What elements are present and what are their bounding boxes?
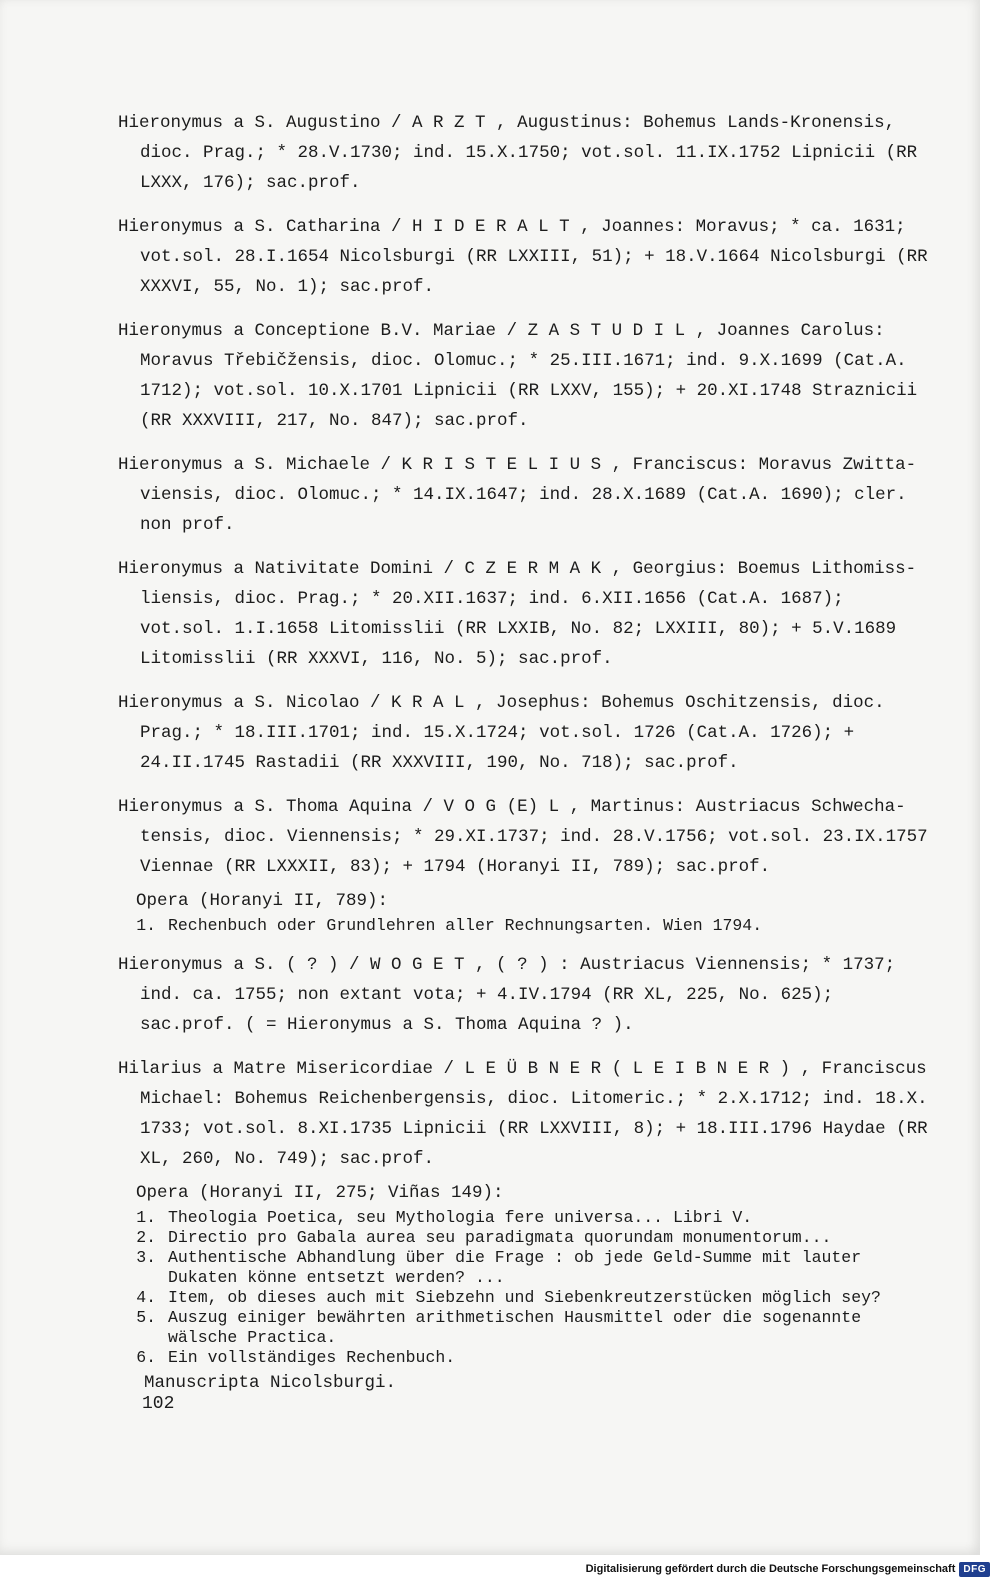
dfg-logo-icon: DFG xyxy=(959,1562,990,1577)
entry-zastudil xyxy=(118,316,933,436)
entry-czermak xyxy=(118,554,933,674)
opera-item: 4. Item, ob dieses auch mit Siebzehn und Siebenkreutzerstücken möglich sey? xyxy=(166,1288,933,1308)
entry-text: Hieronymus a S. Thoma Aquina / V O G (E) L , Martinus: Austriacus Schwecha-tensis, dioc. Viennensis; * 29.XI.1737; ind. 28.V.1756; vot.sol. 23.IX.1757 Viennae (RR LXXXII, 83); + 1794 (Horanyi II, 789); sac.prof. xyxy=(118,797,928,877)
opera-list xyxy=(136,886,933,936)
entry-vogel xyxy=(118,792,933,936)
entry-text: Hieronymus a Conceptione B.V. Mariae / Z A S T U D I L , Joannes Carolus: Moravus Třebičžensis, dioc. Olomuc.; * 25.III.1671; ind. 9.X.1699 (Cat.A. 1712); vot.sol. 10.X.1701 Lipnicii (RR LXXV, 155); + 20.XI.1748 Straznicii (RR XXXVIII, 217, No. 847); sac.prof. xyxy=(118,321,918,431)
entry-text: Hieronymus a S. Nicolao / K R A L , Josephus: Bohemus Oschitzensis, dioc. Prag.; * 18.III.1701; ind. 15.X.1724; vot.sol. 1726 (Cat.A. 1726); + 24.II.1745 Rastadii (RR XXXVIII, 190, No. 718); sac.prof. xyxy=(118,693,885,773)
page-number: 102 xyxy=(142,1394,175,1414)
footer-text: Digitalisierung gefördert durch die Deutsche Forschungsgemeinschaft xyxy=(585,1563,956,1575)
opera-list xyxy=(136,1178,933,1398)
entry-kristelius xyxy=(118,450,933,540)
opera-heading: Opera (Horanyi II, 789): xyxy=(136,891,389,911)
opera-item: 2. Directio pro Gabala aurea seu paradigmata quorundam monumentorum... xyxy=(166,1228,933,1248)
entry-text: Hieronymus a S. Catharina / H I D E R A L T , Joannes: Moravus; * ca. 1631; vot.sol. 28.I.1654 Nicolsburgi (RR LXXIII, 51); + 18.V.1664 Nicolsburgi (RR XXXVI, 55, No. 1); sac.prof. xyxy=(118,217,928,297)
opera-item: 1. Rechenbuch oder Grundlehren aller Rechnungsarten. Wien 1794. xyxy=(166,916,933,936)
entry-arzt xyxy=(118,108,933,198)
opera-heading: Opera (Horanyi II, 275; Viñas 149): xyxy=(136,1183,504,1203)
opera-item: 3. Authentische Abhandlung über die Frage : ob jede Geld-Summe mit lauter Dukaten könne entsetzt werden? ... xyxy=(166,1248,933,1288)
entry-text: Hilarius a Matre Misericordiae / L E Ü B N E R ( L E I B N E R ) , Franciscus Michael: Bohemus Reichenbergensis, dioc. Litomeric.; * 2.X.1712; ind. 18.X. 1733; vot.sol. 8.XI.1735 Lipnicii (RR LXXVIII, 8); + 18.III.1796 Haydae (RR XL, 260, No. 749); sac.prof. xyxy=(118,1059,928,1169)
dfg-footer xyxy=(586,1558,990,1580)
opera-item: 5. Auszug einiger bewährten arithmetischen Hausmittel oder die sogenannte wälsche Practica. xyxy=(166,1308,933,1348)
entry-woget xyxy=(118,950,933,1040)
entry-text: Hieronymus a Nativitate Domini / C Z E R M A K , Georgius: Boemus Lithomiss-liensis, dioc. Prag.; * 20.XII.1637; ind. 6.XII.1656 (Cat.A. 1687); vot.sol. 1.I.1658 Litomisslii (RR LXXIB, No. 82; LXXIII, 80); + 5.V.1689 Litomisslii (RR XXXVI, 116, No. 5); sac.prof. xyxy=(118,559,917,669)
entry-text: Hieronymus a S. ( ? ) / W O G E T , ( ? ) : Austriacus Viennensis; * 1737; ind. ca. 1755; non extant vota; + 4.IV.1794 (RR XL, 225, No. 625); sac.prof. ( = Hieronymus a S. Thoma Aquina ? ). xyxy=(118,955,896,1035)
opera-note: Manuscripta Nicolsburgi. xyxy=(144,1373,397,1393)
page-body xyxy=(118,108,933,1412)
entry-text: Hieronymus a S. Michaele / K R I S T E L I U S , Franciscus: Moravus Zwitta-viensis, dioc. Olomuc.; * 14.IX.1647; ind. 28.X.1689 (Cat.A. 1690); cler. non prof. xyxy=(118,455,917,535)
entry-kral xyxy=(118,688,933,778)
entry-leubner xyxy=(118,1054,933,1398)
entry-text: Hieronymus a S. Augustino / A R Z T , Augustinus: Bohemus Lands-Kronensis, dioc. Prag.; * 28.V.1730; ind. 15.X.1750; vot.sol. 11.IX.1752 Lipnicii (RR LXXX, 176); sac.prof. xyxy=(118,113,918,193)
opera-item: 1. Theologia Poetica, seu Mythologia fere universa... Libri V. xyxy=(166,1208,933,1228)
opera-item: 6. Ein vollständiges Rechenbuch. xyxy=(166,1348,933,1368)
entry-hideralt xyxy=(118,212,933,302)
